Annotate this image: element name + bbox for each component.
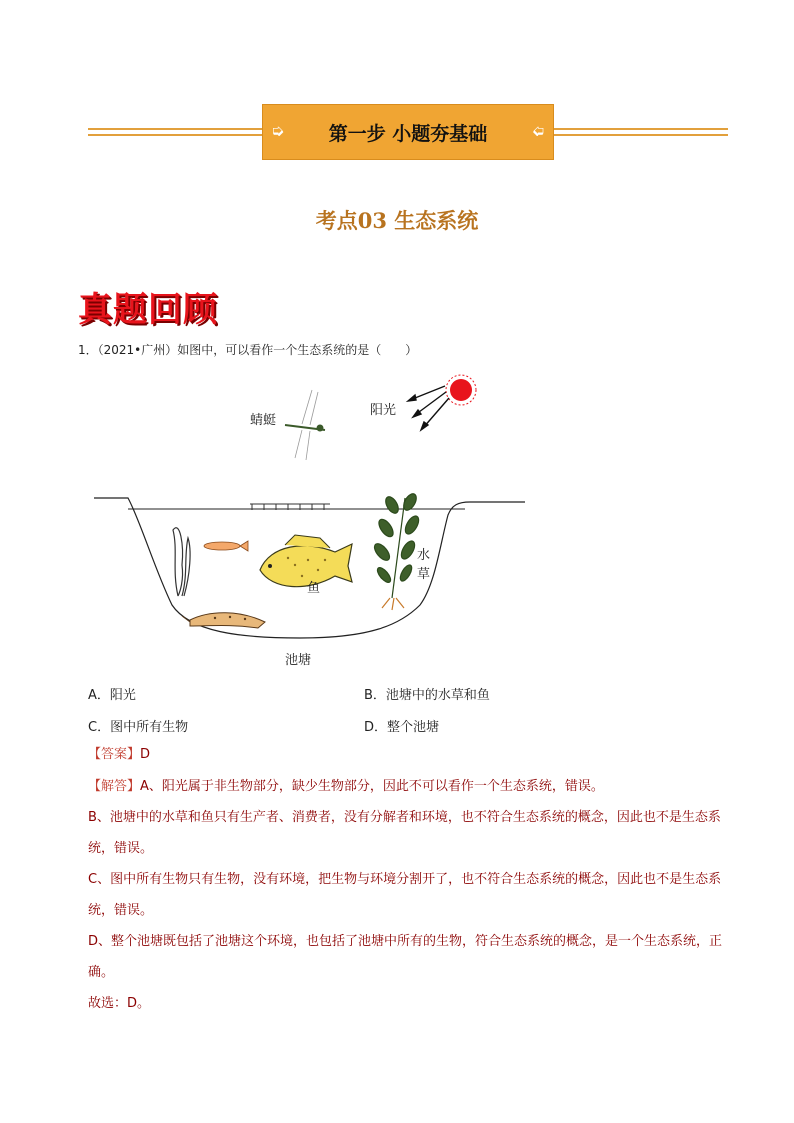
question-stem: 1．（2021•广州）如图中，可以看作一个生态系统的是（ ） [78,343,418,357]
pond-label: 池塘 [285,653,312,668]
answer-value: D [140,747,151,762]
explanation-a: 【解答】A、阳光属于非生物部分，缺少生物部分，因此不可以看作一个生态系统，错误。 [88,779,604,794]
banner-title: 第一步 小题夯基础 [328,122,488,145]
pond-ecosystem-figure [80,370,540,670]
fish-icon [260,535,352,587]
arrow-right-icon: ➭ [271,121,285,140]
shrimp-icon [182,613,265,628]
small-fish-icon [204,541,248,551]
arrow-left-icon: ➭ [531,121,545,140]
banner-left-lines [88,128,262,138]
explanation-c: C、图中所有生物只有生物，没有环境，把生物与环境分割开了，也不符合生态系统的概念，因此也不是生态系统，错误。 [88,872,722,918]
option-d: D．整个池塘 [364,720,440,735]
explanation-conclusion: 故选：D。 [88,996,151,1011]
seaweed-icon [173,528,190,596]
explanation-d: D、整个池塘既包括了池塘这个环境，也包括了池塘中所有的生物，符合生态系统的概念，是一个生态系统，正确。 [88,934,723,980]
sun-icon [446,375,476,405]
banner-right-lines [554,128,728,138]
water-plant-label-bottom: 草 [417,567,431,582]
review-title: 真题回顾 [78,290,218,330]
option-b: B．池塘中的水草和鱼 [364,688,490,703]
option-a: A．阳光 [88,688,136,703]
option-c: C．图中所有生物 [88,720,189,735]
fish-label: 鱼 [307,581,321,596]
dragonfly-icon [285,390,325,460]
explanation-bracket: 【解答】 [88,779,141,794]
sunlight-arrows [408,386,449,430]
section-title: 考点03 生态系统 [315,208,479,233]
answer-bracket: 【答案】 [88,747,141,762]
dragonfly-label: 蜻蜓 [250,413,277,428]
water-plant-label-top: 水 [417,548,431,563]
banner [262,104,554,160]
answer-line [88,745,150,765]
explanation-b: B、池塘中的水草和鱼只有生产者、消费者，没有分解者和环境，也不符合生态系统的概念，因此也不是生态系统，错误。 [88,810,721,856]
sunlight-label: 阳光 [370,403,397,418]
